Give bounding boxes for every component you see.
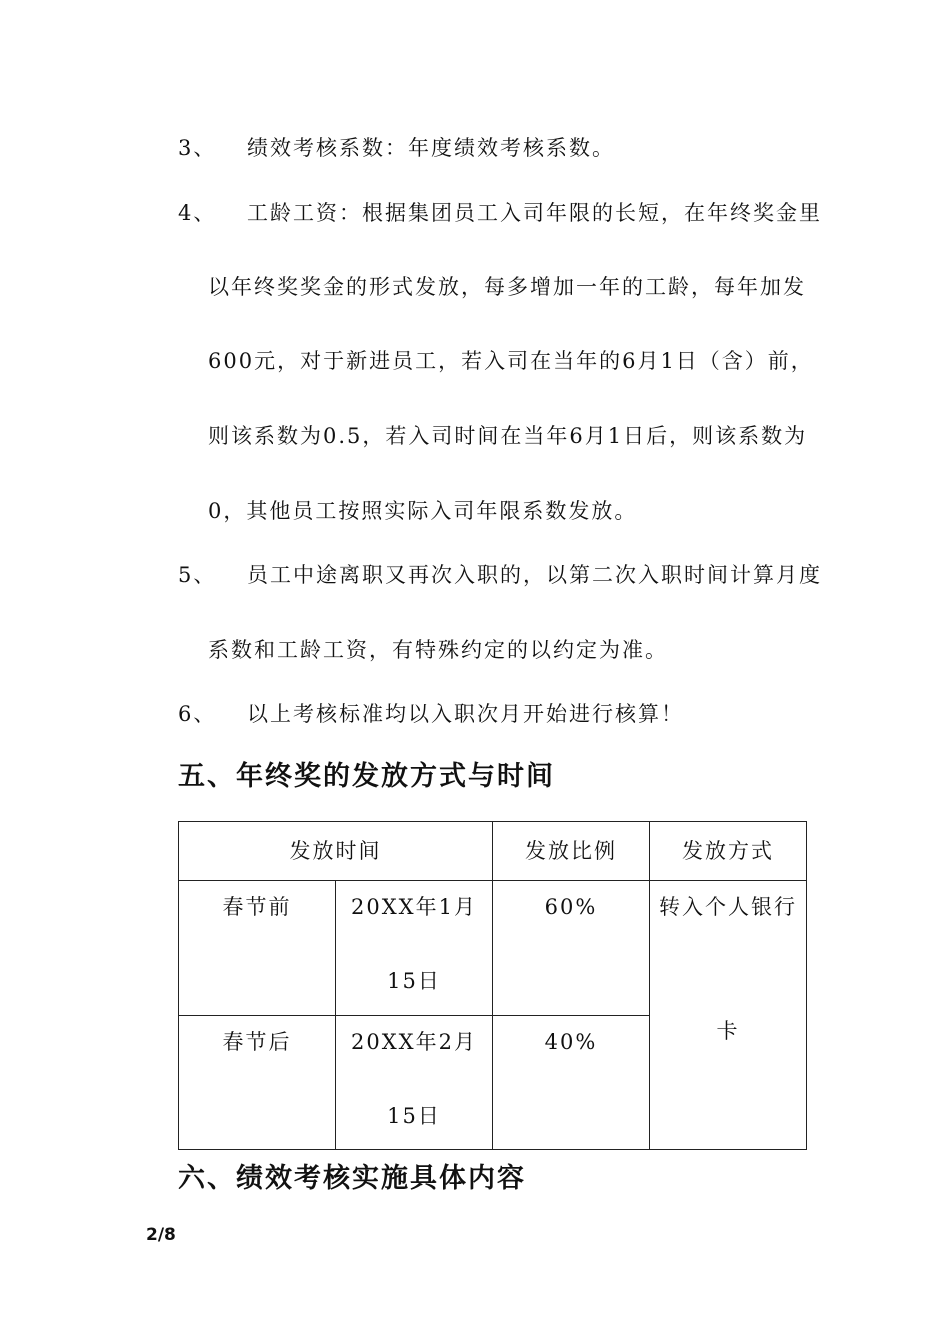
item-5-line-1: 员工中途离职又再次入职的，以第二次入职时间计算月度 (247, 563, 822, 587)
bonus-schedule-table (178, 821, 807, 1150)
method-line-1: 转入个人银行 (659, 895, 797, 919)
header-method: 发放方式 (650, 822, 807, 881)
section-5-heading: 五、年终奖的发放方式与时间 (178, 761, 555, 792)
method-line-2: 卡 (716, 1019, 740, 1043)
item-6-text: 以上考核标准均以入职次月开始进行核算！ (247, 702, 684, 726)
date-cell (336, 881, 493, 1016)
date-line-1: 20XX年2月 (351, 1030, 477, 1054)
table-row (179, 881, 807, 1016)
ratio-cell: 40% (493, 1016, 650, 1150)
method-cell (650, 881, 807, 1150)
item-5-line-2: 系数和工龄工资，有特殊约定的以约定为准。 (208, 638, 668, 662)
item-3-number: 3、 (178, 136, 217, 160)
table-header-row (179, 822, 807, 881)
item-4-line-4: 则该系数为0.5，若入司时间在当年6月1日后，则该系数为 (208, 424, 808, 448)
item-5-number: 5、 (178, 563, 217, 587)
item-4-line-1: 工龄工资：根据集团员工入司年限的长短，在年终奖金里 (247, 201, 822, 225)
page-indicator: 2/8 (146, 1225, 176, 1245)
section-6-heading: 六、绩效考核实施具体内容 (178, 1163, 526, 1194)
header-time: 发放时间 (179, 822, 493, 881)
date-line-1: 20XX年1月 (351, 895, 477, 919)
date-line-2: 15日 (387, 969, 441, 993)
date-cell (336, 1016, 493, 1150)
item-4-line-3: 600元，对于新进员工，若入司在当年的6月1日（含）前， (208, 349, 814, 373)
period-cell: 春节后 (179, 1016, 336, 1150)
period-cell: 春节前 (179, 881, 336, 1016)
item-4-line-2: 以年终奖奖金的形式发放，每多增加一年的工龄，每年加发 (208, 275, 806, 299)
ratio-cell: 60% (493, 881, 650, 1016)
item-6-number: 6、 (178, 702, 217, 726)
item-4-number: 4、 (178, 201, 217, 225)
item-3-text: 绩效考核系数：年度绩效考核系数。 (247, 136, 615, 160)
date-line-2: 15日 (387, 1104, 441, 1128)
header-ratio: 发放比例 (493, 822, 650, 881)
item-4-line-5: 0，其他员工按照实际入司年限系数发放。 (208, 499, 638, 523)
